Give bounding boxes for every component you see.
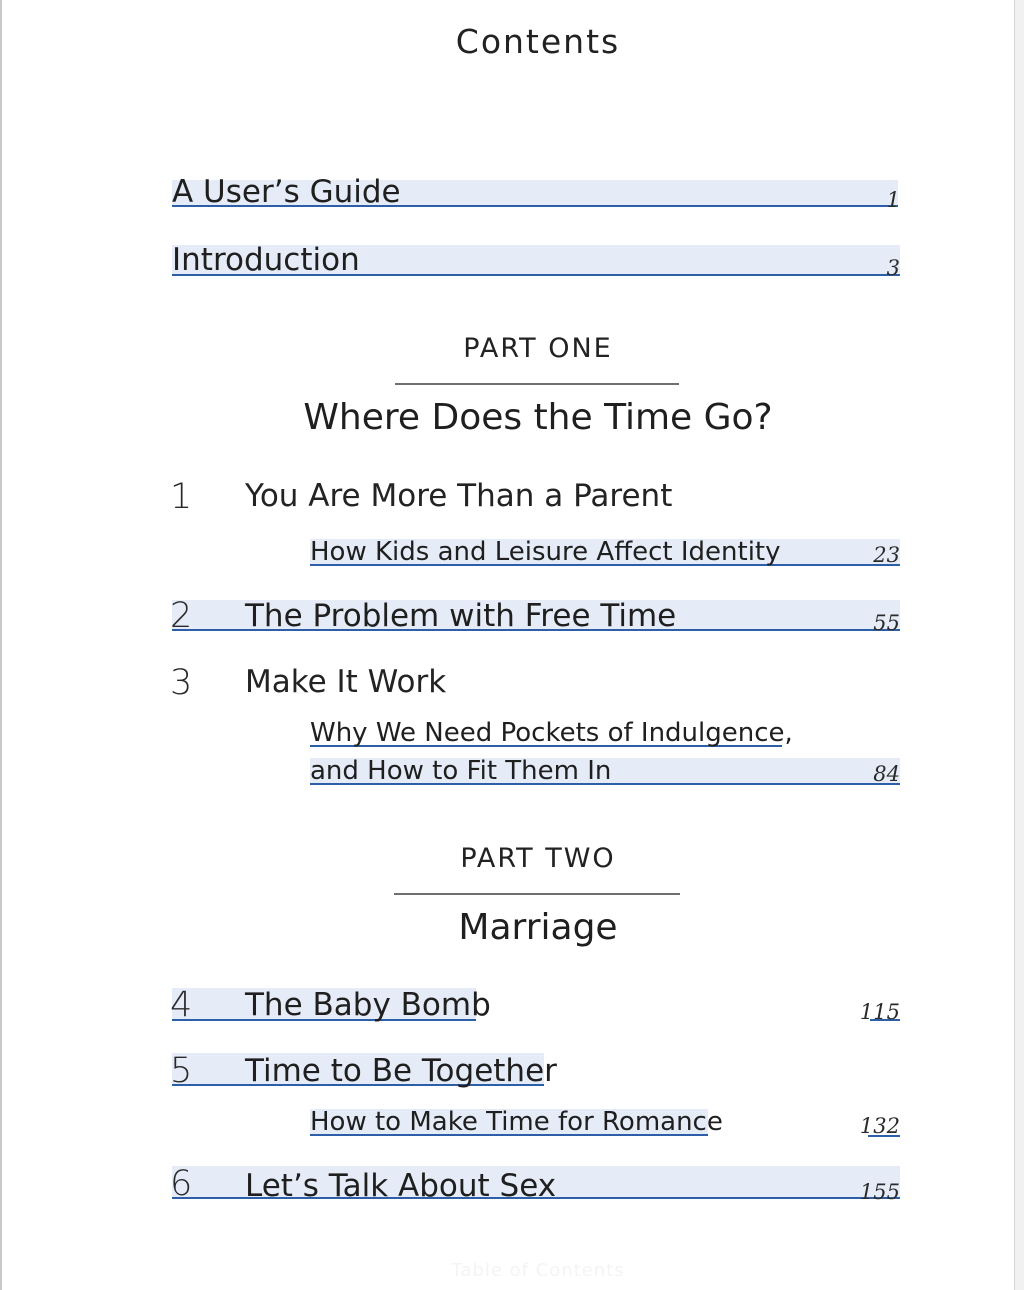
footer-label: Table of Contents — [451, 1260, 625, 1281]
chapter-1-number: 1 — [170, 477, 193, 517]
page-right-edge — [1014, 0, 1024, 1290]
toc-link-chapter-5-sub[interactable]: How to Make Time for Romance — [310, 1107, 723, 1137]
toc-page-chapter-1[interactable]: 23 — [873, 543, 900, 567]
toc-link-chapter-5[interactable]: Time to Be Together — [245, 1053, 557, 1089]
chapter-1-title: You Are More Than a Parent — [245, 478, 673, 514]
toc-link-chapter-3-sub-line2[interactable]: and How to Fit Them In — [310, 756, 612, 786]
toc-link-chapter-4[interactable]: The Baby Bomb — [245, 987, 491, 1023]
toc-page-chapter-4[interactable]: 115 — [859, 1000, 900, 1024]
toc-link-chapter-6[interactable]: Let’s Talk About Sex — [245, 1168, 557, 1204]
part-one-title: Where Does the Time Go? — [303, 397, 773, 438]
chapter-5-number: 5 — [170, 1051, 193, 1091]
toc-link-introduction[interactable]: Introduction — [172, 242, 360, 278]
chapter-3-title: Make It Work — [245, 664, 447, 700]
toc-page-users-guide[interactable]: 1 — [886, 188, 900, 212]
toc-link-chapter-3-sub-line1[interactable]: Why We Need Pockets of Indulgence, — [310, 718, 793, 748]
part-one-divider — [395, 383, 679, 385]
page-left-edge — [0, 0, 2, 1290]
part-two-divider — [394, 893, 680, 895]
toc-link-chapter-1-sub[interactable]: How Kids and Leisure Affect Identity — [310, 537, 781, 567]
part-one-label: PART ONE — [463, 333, 613, 364]
toc-link-users-guide[interactable]: A User’s Guide — [172, 174, 401, 210]
chapter-2-number: 2 — [170, 596, 193, 636]
page-title: Contents — [455, 22, 621, 61]
part-two-label: PART TWO — [460, 843, 616, 874]
toc-page-chapter-3[interactable]: 84 — [873, 762, 900, 786]
toc-page-introduction[interactable]: 3 — [886, 256, 900, 280]
toc-page-chapter-6[interactable]: 155 — [859, 1180, 900, 1204]
chapter-4-number: 4 — [170, 985, 193, 1025]
toc-page-chapter-2[interactable]: 55 — [873, 611, 900, 635]
toc-page-chapter-5[interactable]: 132 — [859, 1114, 900, 1138]
chapter-6-number: 6 — [170, 1164, 193, 1204]
chapter-3-number: 3 — [170, 663, 193, 703]
toc-link-chapter-2[interactable]: The Problem with Free Time — [245, 598, 677, 634]
part-two-title: Marriage — [458, 907, 618, 948]
